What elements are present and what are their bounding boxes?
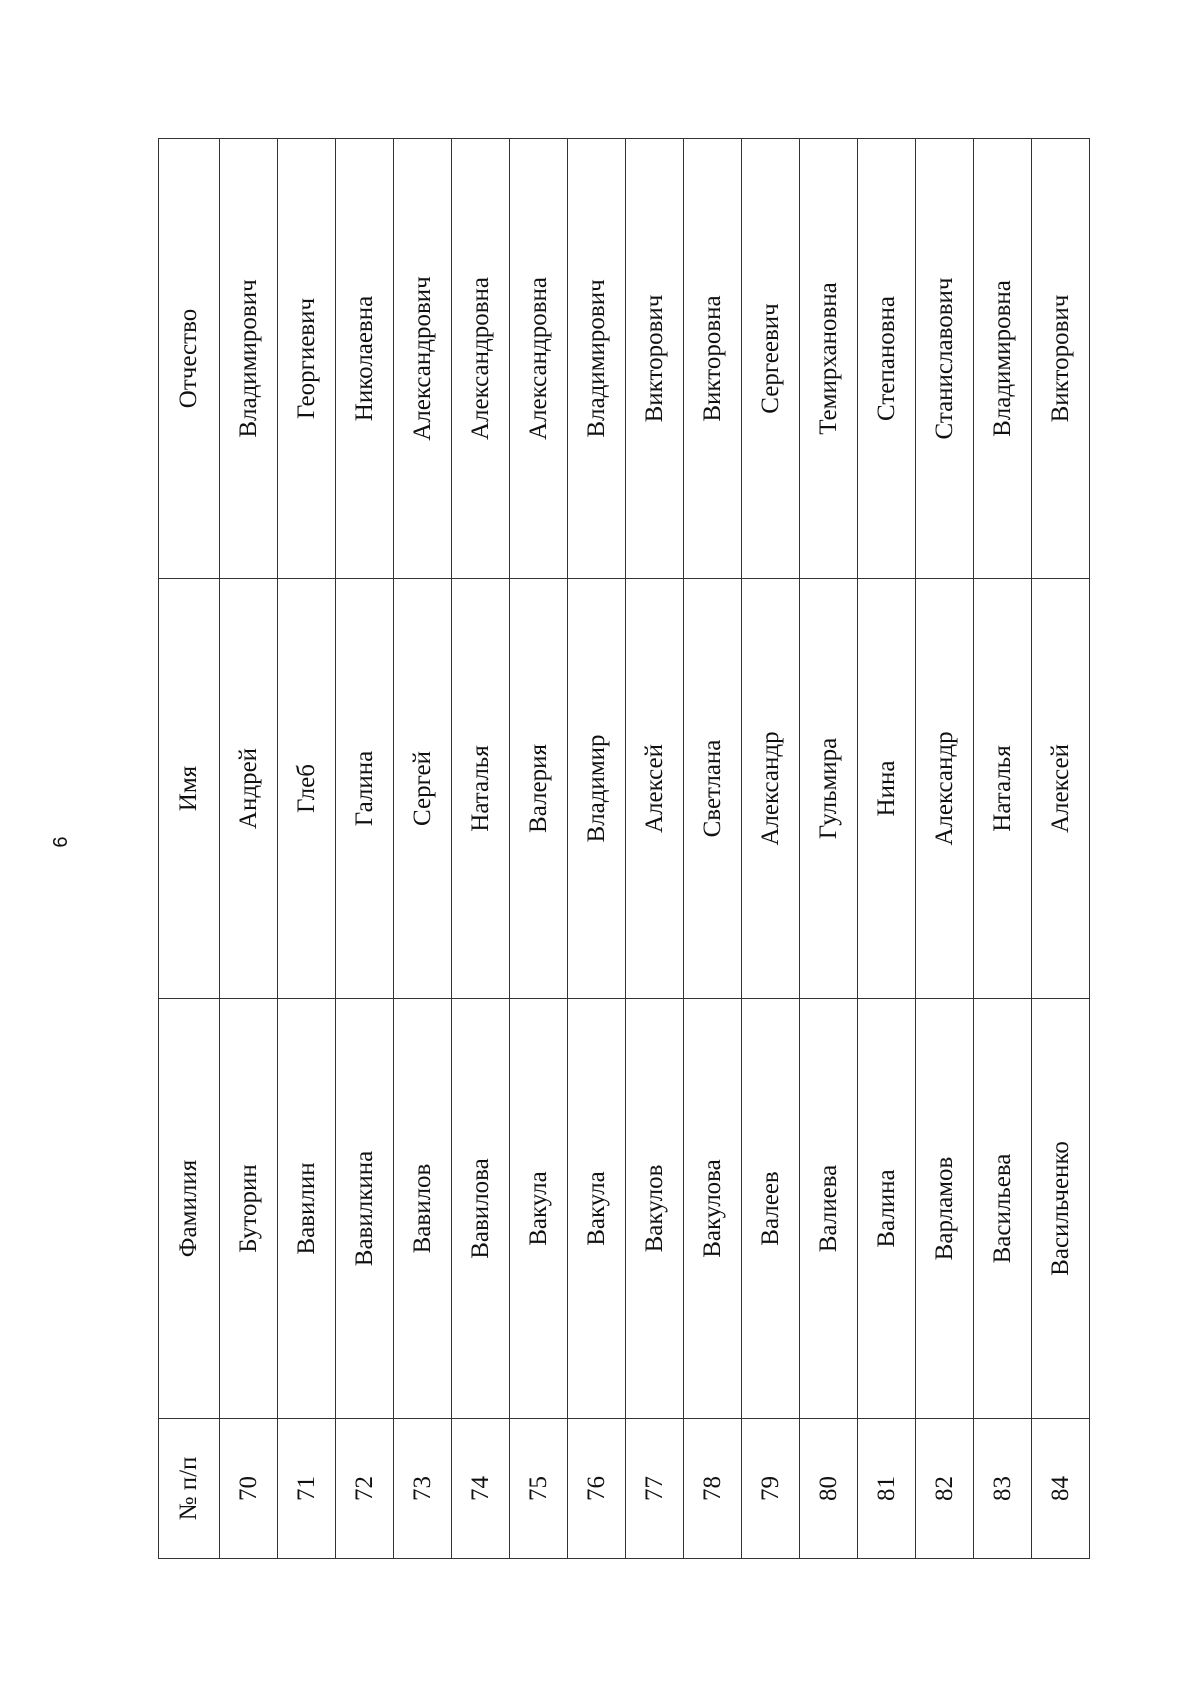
cell-last-name: Буторин xyxy=(220,999,278,1419)
cell-number: 70 xyxy=(220,1419,278,1559)
cell-last-name: Валеев xyxy=(742,999,800,1419)
table-row xyxy=(684,139,742,1559)
cell-number: 83 xyxy=(974,1419,1032,1559)
cell-last-name: Валиева xyxy=(800,999,858,1419)
cell-number: 77 xyxy=(626,1419,684,1559)
header-patronymic: Отчество xyxy=(159,139,220,579)
cell-first-name: Валерия xyxy=(510,579,568,999)
cell-first-name: Алексей xyxy=(1032,579,1090,999)
cell-first-name: Андрей xyxy=(220,579,278,999)
table-row xyxy=(394,139,452,1559)
cell-patronymic: Викторовна xyxy=(684,139,742,579)
cell-first-name: Александр xyxy=(916,579,974,999)
cell-patronymic: Станиславович xyxy=(916,139,974,579)
cell-first-name: Наталья xyxy=(974,579,1032,999)
table-row xyxy=(626,139,684,1559)
cell-patronymic: Степановна xyxy=(858,139,916,579)
cell-last-name: Вакула xyxy=(510,999,568,1419)
cell-first-name: Светлана xyxy=(684,579,742,999)
table-row xyxy=(742,139,800,1559)
table-row xyxy=(452,139,510,1559)
cell-first-name: Наталья xyxy=(452,579,510,999)
cell-number: 84 xyxy=(1032,1419,1090,1559)
roster-table xyxy=(158,138,1090,1559)
table-row xyxy=(336,139,394,1559)
table-row xyxy=(510,139,568,1559)
cell-patronymic: Владимирович xyxy=(568,139,626,579)
cell-patronymic: Викторович xyxy=(1032,139,1090,579)
cell-number: 76 xyxy=(568,1419,626,1559)
header-last-name: Фамилия xyxy=(159,999,220,1419)
table-row xyxy=(568,139,626,1559)
cell-patronymic: Николаевна xyxy=(336,139,394,579)
cell-number: 81 xyxy=(858,1419,916,1559)
cell-patronymic: Владимировна xyxy=(974,139,1032,579)
cell-last-name: Вакула xyxy=(568,999,626,1419)
table-row xyxy=(220,139,278,1559)
header-first-name: Имя xyxy=(159,579,220,999)
cell-patronymic: Александровна xyxy=(452,139,510,579)
table-row xyxy=(916,139,974,1559)
cell-patronymic: Александровна xyxy=(510,139,568,579)
cell-first-name: Владимир xyxy=(568,579,626,999)
page-number: 6 xyxy=(50,836,72,848)
cell-last-name: Вавилова xyxy=(452,999,510,1419)
table-row xyxy=(858,139,916,1559)
cell-number: 79 xyxy=(742,1419,800,1559)
table-row xyxy=(974,139,1032,1559)
table-row xyxy=(278,139,336,1559)
cell-patronymic: Темирхановна xyxy=(800,139,858,579)
cell-last-name: Вакулов xyxy=(626,999,684,1419)
cell-last-name: Варламов xyxy=(916,999,974,1419)
cell-last-name: Вакулова xyxy=(684,999,742,1419)
cell-patronymic: Георгиевич xyxy=(278,139,336,579)
cell-first-name: Сергей xyxy=(394,579,452,999)
cell-patronymic: Викторович xyxy=(626,139,684,579)
cell-number: 74 xyxy=(452,1419,510,1559)
cell-number: 72 xyxy=(336,1419,394,1559)
cell-first-name: Нина xyxy=(858,579,916,999)
cell-last-name: Васильева xyxy=(974,999,1032,1419)
cell-number: 78 xyxy=(684,1419,742,1559)
cell-first-name: Гульмира xyxy=(800,579,858,999)
table-row xyxy=(1032,139,1090,1559)
cell-last-name: Валина xyxy=(858,999,916,1419)
cell-last-name: Вавилин xyxy=(278,999,336,1419)
cell-number: 80 xyxy=(800,1419,858,1559)
header-row xyxy=(159,139,220,1559)
header-number: № п/п xyxy=(159,1419,220,1559)
cell-number: 73 xyxy=(394,1419,452,1559)
cell-last-name: Васильченко xyxy=(1032,999,1090,1419)
cell-first-name: Галина xyxy=(336,579,394,999)
cell-first-name: Александр xyxy=(742,579,800,999)
cell-patronymic: Сергеевич xyxy=(742,139,800,579)
table-row xyxy=(800,139,858,1559)
cell-last-name: Вавилов xyxy=(394,999,452,1419)
cell-first-name: Глеб xyxy=(278,579,336,999)
cell-patronymic: Владимирович xyxy=(220,139,278,579)
cell-patronymic: Александрович xyxy=(394,139,452,579)
cell-number: 71 xyxy=(278,1419,336,1559)
cell-number: 82 xyxy=(916,1419,974,1559)
cell-first-name: Алексей xyxy=(626,579,684,999)
cell-number: 75 xyxy=(510,1419,568,1559)
cell-last-name: Вавилкина xyxy=(336,999,394,1419)
